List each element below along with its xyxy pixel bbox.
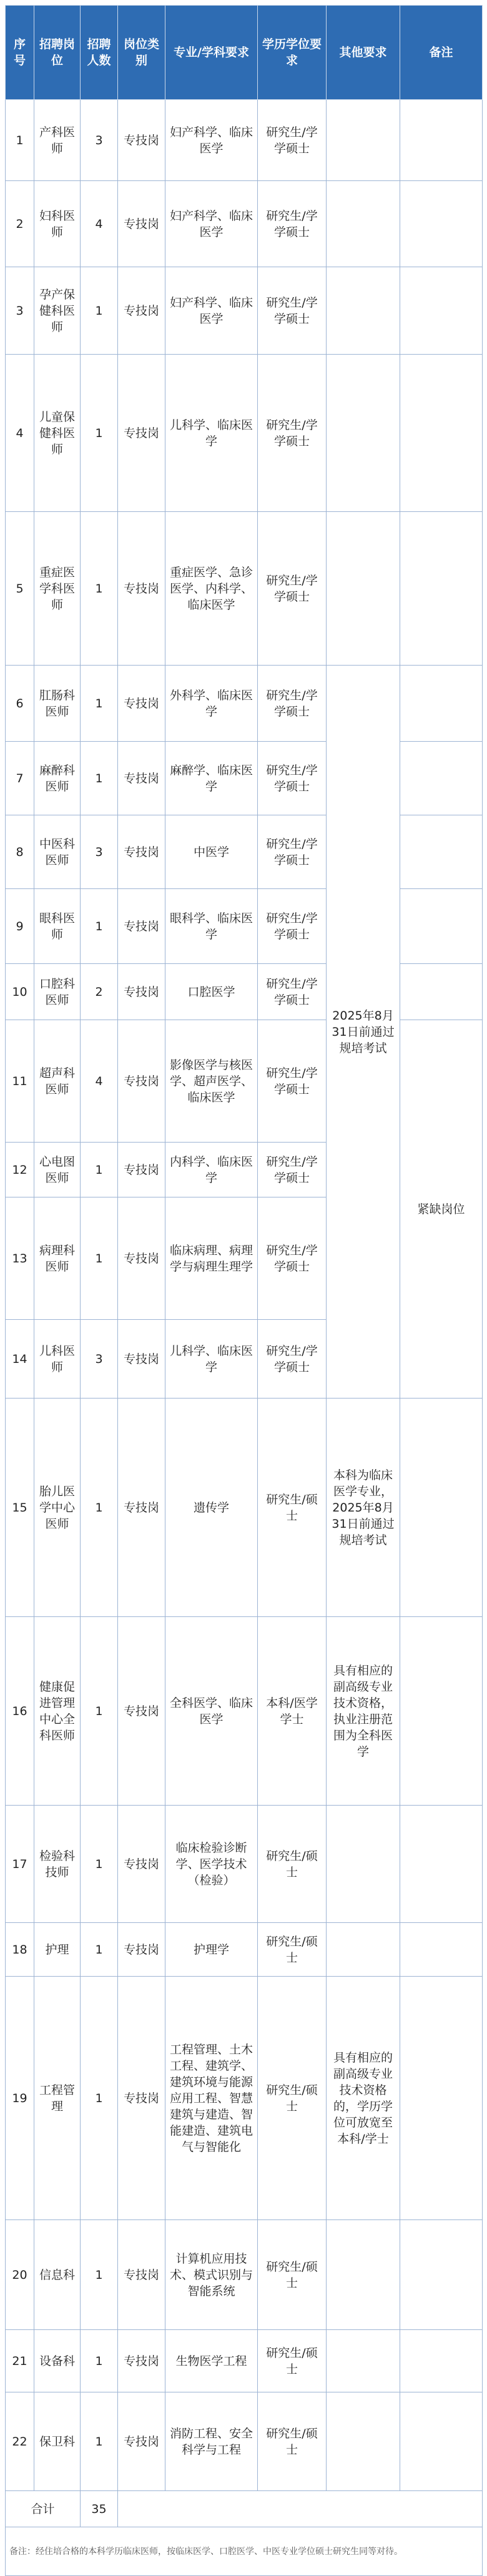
cell-remark xyxy=(400,1617,483,1806)
cell-major: 影像医学与核医学、超声医学、临床医学 xyxy=(165,1020,258,1143)
cell-degree: 研究生/学学硕士 xyxy=(258,100,327,181)
cell-major: 临床检验诊断学、医学技术（检验） xyxy=(165,1806,258,1923)
cell-degree: 研究生/学学硕士 xyxy=(258,1197,327,1320)
cell-degree: 研究生/学学硕士 xyxy=(258,1020,327,1143)
cell-other xyxy=(327,100,400,181)
cell-post: 检验科技师 xyxy=(34,1806,81,1923)
cell-category: 专技岗 xyxy=(118,512,165,666)
cell-remark xyxy=(400,267,483,355)
cell-degree: 研究生/硕士 xyxy=(258,1399,327,1617)
cell-category: 专技岗 xyxy=(118,1923,165,1977)
cell-post: 妇科医师 xyxy=(34,181,81,267)
cell-degree: 研究生/学学硕士 xyxy=(258,742,327,815)
table-row xyxy=(6,2392,483,2491)
recruitment-table-container xyxy=(5,5,482,2576)
cell-other xyxy=(327,2392,400,2491)
cell-no: 7 xyxy=(6,742,34,815)
cell-post: 中医科医师 xyxy=(34,815,81,889)
cell-no: 21 xyxy=(6,2330,34,2392)
cell-count: 1 xyxy=(81,666,118,742)
cell-category: 专技岗 xyxy=(118,964,165,1020)
cell-major: 眼科学、临床医学 xyxy=(165,889,258,964)
cell-remark xyxy=(400,1806,483,1923)
cell-remark xyxy=(400,1923,483,1977)
table-row xyxy=(6,1977,483,2220)
cell-major: 重症医学、急诊医学、内科学、临床医学 xyxy=(165,512,258,666)
cell-count: 1 xyxy=(81,1399,118,1617)
cell-remark xyxy=(400,889,483,964)
cell-category: 专技岗 xyxy=(118,267,165,355)
table-row xyxy=(6,181,483,267)
cell-no: 4 xyxy=(6,355,34,512)
cell-major: 消防工程、安全科学与工程 xyxy=(165,2392,258,2491)
cell-count: 1 xyxy=(81,889,118,964)
cell-other-merged-training: 2025年8月31日前通过规培考试 xyxy=(327,666,400,1399)
cell-remark xyxy=(400,2392,483,2491)
cell-count: 1 xyxy=(81,267,118,355)
cell-major: 生物医学工程 xyxy=(165,2330,258,2392)
cell-count: 3 xyxy=(81,1320,118,1399)
cell-major: 遗传学 xyxy=(165,1399,258,1617)
cell-category: 专技岗 xyxy=(118,181,165,267)
cell-other: 具有相应的副高级专业技术资格的，学历学位可放宽至本科/学士 xyxy=(327,1977,400,2220)
cell-post: 眼科医师 xyxy=(34,889,81,964)
cell-category: 专技岗 xyxy=(118,2392,165,2491)
cell-category: 专技岗 xyxy=(118,889,165,964)
cell-post: 设备科 xyxy=(34,2330,81,2392)
cell-count: 2 xyxy=(81,964,118,1020)
cell-category: 专技岗 xyxy=(118,1977,165,2220)
cell-post: 胎儿医学中心医师 xyxy=(34,1399,81,1617)
cell-remark xyxy=(400,181,483,267)
cell-other xyxy=(327,1806,400,1923)
header-degree: 学历学位要求 xyxy=(258,6,327,100)
table-row xyxy=(6,1806,483,1923)
cell-no: 16 xyxy=(6,1617,34,1806)
cell-other xyxy=(327,181,400,267)
header-category: 岗位类别 xyxy=(118,6,165,100)
cell-degree: 研究生/学学硕士 xyxy=(258,666,327,742)
cell-other xyxy=(327,512,400,666)
cell-other: 具有相应的副高级专业技术资格，执业注册范围为全科医学 xyxy=(327,1617,400,1806)
cell-post: 病理科医师 xyxy=(34,1197,81,1320)
cell-remark xyxy=(400,964,483,1020)
cell-post: 儿童保健科医师 xyxy=(34,355,81,512)
table-row xyxy=(6,1020,483,1143)
cell-post: 心电图医师 xyxy=(34,1143,81,1197)
cell-post: 护理 xyxy=(34,1923,81,1977)
cell-major: 全科医学、临床医学 xyxy=(165,1617,258,1806)
cell-no: 11 xyxy=(6,1020,34,1143)
cell-remark xyxy=(400,512,483,666)
table-row xyxy=(6,512,483,666)
cell-count: 1 xyxy=(81,1923,118,1977)
cell-post: 肛肠科医师 xyxy=(34,666,81,742)
cell-count: 1 xyxy=(81,1143,118,1197)
table-row xyxy=(6,742,483,815)
cell-category: 专技岗 xyxy=(118,1806,165,1923)
cell-major: 内科学、临床医学 xyxy=(165,1143,258,1197)
cell-category: 专技岗 xyxy=(118,355,165,512)
cell-no: 19 xyxy=(6,1977,34,2220)
cell-no: 1 xyxy=(6,100,34,181)
cell-degree: 研究生/学学硕士 xyxy=(258,1143,327,1197)
cell-count: 1 xyxy=(81,355,118,512)
cell-no: 20 xyxy=(6,2220,34,2330)
cell-category: 专技岗 xyxy=(118,2330,165,2392)
total-count: 35 xyxy=(81,2491,118,2527)
cell-no: 17 xyxy=(6,1806,34,1923)
header-other: 其他要求 xyxy=(327,6,400,100)
cell-degree: 研究生/学学硕士 xyxy=(258,267,327,355)
cell-no: 12 xyxy=(6,1143,34,1197)
cell-major: 妇产科学、临床医学 xyxy=(165,181,258,267)
cell-degree: 研究生/学学硕士 xyxy=(258,512,327,666)
cell-category: 专技岗 xyxy=(118,2220,165,2330)
cell-major: 护理学 xyxy=(165,1923,258,1977)
cell-major: 妇产科学、临床医学 xyxy=(165,267,258,355)
cell-count: 1 xyxy=(81,1617,118,1806)
total-empty xyxy=(118,2491,483,2527)
cell-post: 口腔科医师 xyxy=(34,964,81,1020)
cell-degree: 研究生/硕士 xyxy=(258,2392,327,2491)
cell-category: 专技岗 xyxy=(118,1320,165,1399)
cell-no: 18 xyxy=(6,1923,34,1977)
cell-post: 产科医师 xyxy=(34,100,81,181)
cell-major: 临床病理、病理学与病理生理学 xyxy=(165,1197,258,1320)
table-row xyxy=(6,666,483,742)
cell-post: 工程管理 xyxy=(34,1977,81,2220)
cell-degree: 研究生/硕士 xyxy=(258,2220,327,2330)
table-row xyxy=(6,889,483,964)
footnote-row xyxy=(6,2527,483,2576)
table-row xyxy=(6,964,483,1020)
table-row xyxy=(6,1923,483,1977)
cell-count: 4 xyxy=(81,1020,118,1143)
table-row xyxy=(6,267,483,355)
cell-no: 14 xyxy=(6,1320,34,1399)
cell-remark xyxy=(400,1399,483,1617)
cell-category: 专技岗 xyxy=(118,815,165,889)
cell-post: 信息科 xyxy=(34,2220,81,2330)
cell-no: 9 xyxy=(6,889,34,964)
cell-post: 重症医学科医师 xyxy=(34,512,81,666)
cell-degree: 研究生/学学硕士 xyxy=(258,355,327,512)
cell-category: 专技岗 xyxy=(118,742,165,815)
table-row xyxy=(6,2330,483,2392)
cell-category: 专技岗 xyxy=(118,100,165,181)
cell-remark xyxy=(400,2220,483,2330)
cell-count: 1 xyxy=(81,512,118,666)
cell-no: 22 xyxy=(6,2392,34,2491)
cell-no: 13 xyxy=(6,1197,34,1320)
cell-remark xyxy=(400,742,483,815)
cell-count: 1 xyxy=(81,2330,118,2392)
cell-remark xyxy=(400,100,483,181)
cell-no: 5 xyxy=(6,512,34,666)
cell-degree: 本科/医学学士 xyxy=(258,1617,327,1806)
cell-major: 妇产科学、临床医学 xyxy=(165,100,258,181)
cell-category: 专技岗 xyxy=(118,1617,165,1806)
total-row xyxy=(6,2491,483,2527)
header-no: 序号 xyxy=(6,6,34,100)
cell-category: 专技岗 xyxy=(118,1143,165,1197)
cell-major: 麻醉学、临床医学 xyxy=(165,742,258,815)
cell-degree: 研究生/学学硕士 xyxy=(258,1320,327,1399)
header-count: 招聘人数 xyxy=(81,6,118,100)
cell-major: 外科学、临床医学 xyxy=(165,666,258,742)
cell-category: 专技岗 xyxy=(118,666,165,742)
cell-post: 儿科医师 xyxy=(34,1320,81,1399)
cell-no: 3 xyxy=(6,267,34,355)
cell-degree: 研究生/硕士 xyxy=(258,1977,327,2220)
cell-category: 专技岗 xyxy=(118,1020,165,1143)
cell-degree: 研究生/学学硕士 xyxy=(258,889,327,964)
cell-major: 儿科学、临床医学 xyxy=(165,355,258,512)
total-label: 合计 xyxy=(6,2491,81,2527)
cell-count: 1 xyxy=(81,1806,118,1923)
header-row xyxy=(6,6,483,100)
table-row xyxy=(6,355,483,512)
table-row xyxy=(6,2220,483,2330)
cell-count: 1 xyxy=(81,1977,118,2220)
cell-other: 本科为临床医学专业，2025年8月31日前通过规培考试 xyxy=(327,1399,400,1617)
cell-remark-merged-shortage: 紧缺岗位 xyxy=(400,1020,483,1399)
cell-major: 计算机应用技术、模式识别与智能系统 xyxy=(165,2220,258,2330)
cell-remark xyxy=(400,815,483,889)
cell-count: 3 xyxy=(81,815,118,889)
cell-no: 8 xyxy=(6,815,34,889)
cell-remark xyxy=(400,355,483,512)
cell-degree: 研究生/硕士 xyxy=(258,1806,327,1923)
cell-degree: 研究生/硕士 xyxy=(258,2330,327,2392)
cell-other xyxy=(327,2220,400,2330)
cell-category: 专技岗 xyxy=(118,1197,165,1320)
cell-no: 6 xyxy=(6,666,34,742)
cell-count: 1 xyxy=(81,1197,118,1320)
cell-post: 保卫科 xyxy=(34,2392,81,2491)
cell-major: 口腔医学 xyxy=(165,964,258,1020)
cell-no: 10 xyxy=(6,964,34,1020)
cell-count: 3 xyxy=(81,100,118,181)
cell-no: 2 xyxy=(6,181,34,267)
cell-count: 4 xyxy=(81,181,118,267)
footnote: 备注：经住培合格的本科学历临床医师，按临床医学、口腔医学、中医专业学位硕士研究生同等对待。 xyxy=(6,2527,483,2576)
cell-remark xyxy=(400,2330,483,2392)
cell-degree: 研究生/硕士 xyxy=(258,1923,327,1977)
table-row xyxy=(6,100,483,181)
cell-count: 1 xyxy=(81,742,118,815)
cell-degree: 研究生/学学硕士 xyxy=(258,815,327,889)
cell-major: 中医学 xyxy=(165,815,258,889)
table-row xyxy=(6,1617,483,1806)
cell-post: 超声科医师 xyxy=(34,1020,81,1143)
cell-post: 麻醉科医师 xyxy=(34,742,81,815)
table-row xyxy=(6,815,483,889)
recruitment-table xyxy=(5,5,483,2576)
cell-degree: 研究生/学学硕士 xyxy=(258,964,327,1020)
cell-post: 孕产保健科医师 xyxy=(34,267,81,355)
cell-degree: 研究生/学学硕士 xyxy=(258,181,327,267)
cell-category: 专技岗 xyxy=(118,1399,165,1617)
cell-no: 15 xyxy=(6,1399,34,1617)
cell-count: 1 xyxy=(81,2392,118,2491)
header-post: 招聘岗位 xyxy=(34,6,81,100)
cell-count: 1 xyxy=(81,2220,118,2330)
cell-remark xyxy=(400,1977,483,2220)
table-row xyxy=(6,1399,483,1617)
cell-post: 健康促进管理中心全科医师 xyxy=(34,1617,81,1806)
cell-major: 工程管理、土木工程、建筑学、建筑环境与能源应用工程、智慧建筑与建造、智能建造、建筑电气与智能化 xyxy=(165,1977,258,2220)
cell-other xyxy=(327,1923,400,1977)
cell-remark xyxy=(400,666,483,742)
header-major: 专业/学科要求 xyxy=(165,6,258,100)
cell-major: 儿科学、临床医学 xyxy=(165,1320,258,1399)
cell-other xyxy=(327,2330,400,2392)
header-remark: 备注 xyxy=(400,6,483,100)
cell-other xyxy=(327,355,400,512)
cell-other xyxy=(327,267,400,355)
